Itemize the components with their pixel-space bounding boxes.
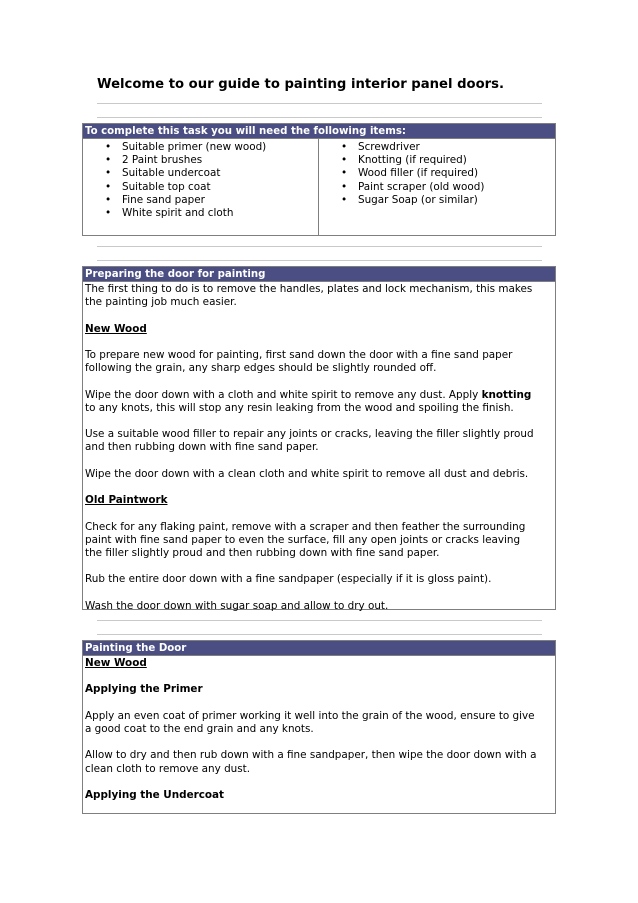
list-item: • Fine sand paper (83, 194, 318, 207)
knotting-term: knotting (481, 388, 532, 401)
paragraph: Apply an even coat of primer working it well into the grain of the wood, ensure to give a good coat to the end grain and any knots. (85, 709, 535, 735)
subheading-old-paintwork: Old Paintwork (85, 494, 168, 507)
page-title: Welcome to our guide to painting interior panel doors. (97, 77, 505, 92)
list-item: • Suitable primer (new wood) (83, 141, 318, 154)
paragraph: Wipe the door down with a cloth and white spirit to remove any dust. Apply knotting to any knots, this will stop any resin leaking from the wood and spoiling the finish. (85, 388, 532, 414)
preparing-section (82, 266, 556, 610)
subheading-new-wood: New Wood (85, 657, 147, 669)
items-table (82, 123, 556, 236)
paragraph: Rub the entire door down with a fine sandpaper (especially if it is gloss paint). (85, 573, 492, 586)
subheading-undercoat: Applying the Undercoat (85, 788, 225, 801)
list-item: • 2 Paint brushes (83, 154, 318, 167)
subheading-primer: Applying the Primer (85, 683, 203, 696)
paragraph: The first thing to do is to remove the handles, plates and lock mechanism, this makes the painting job much easier. (85, 283, 533, 309)
items-column-left (83, 139, 319, 235)
items-column-right (319, 139, 555, 235)
paragraph: To prepare new wood for painting, first sand down the door with a fine sand paper following the grain, any sharp edges should be slightly rounded off. (85, 348, 513, 375)
subheading-new-wood: New Wood (85, 322, 147, 335)
list-item: • Screwdriver (319, 141, 555, 154)
list-item: • Wood filler (if required) (319, 167, 555, 180)
list-item: • Paint scraper (old wood) (319, 181, 555, 194)
list-item: • Sugar Soap (or similar) (319, 194, 555, 207)
section-header: Preparing the door for painting (83, 267, 555, 282)
divider (97, 620, 542, 621)
items-table-header: To complete this task you will need the following items: (83, 124, 555, 139)
divider (97, 117, 542, 118)
divider (97, 260, 542, 261)
list-item: • Suitable undercoat (83, 167, 318, 180)
painting-section (82, 640, 556, 814)
paragraph: Allow to dry and then rub down with a fine sandpaper, then wipe the door down with a clean cloth to remove any dust. (85, 749, 537, 775)
divider (97, 246, 542, 247)
paragraph: Use a suitable wood filler to repair any joints or cracks, leaving the filler slightly proud and then rubbing down with fine sand paper. (85, 428, 534, 454)
section-header: Painting the Door (83, 641, 555, 656)
paragraph: Check for any flaking paint, remove with a scraper and then feather the surrounding paint with fine sand paper to even the surface, fill any open joints or cracks leaving the filler slightly proud and then rubbing down with fine sand paper. (85, 520, 526, 559)
divider (97, 103, 542, 104)
paragraph: Wipe the door down with a clean cloth and white spirit to remove all dust and debris. (85, 467, 529, 480)
paragraph: Wash the door down with sugar soap and allow to dry out. (85, 599, 389, 612)
list-item: • Knotting (if required) (319, 154, 555, 167)
divider (97, 634, 542, 635)
list-item: • White spirit and cloth (83, 207, 318, 220)
list-item: • Suitable top coat (83, 181, 318, 194)
